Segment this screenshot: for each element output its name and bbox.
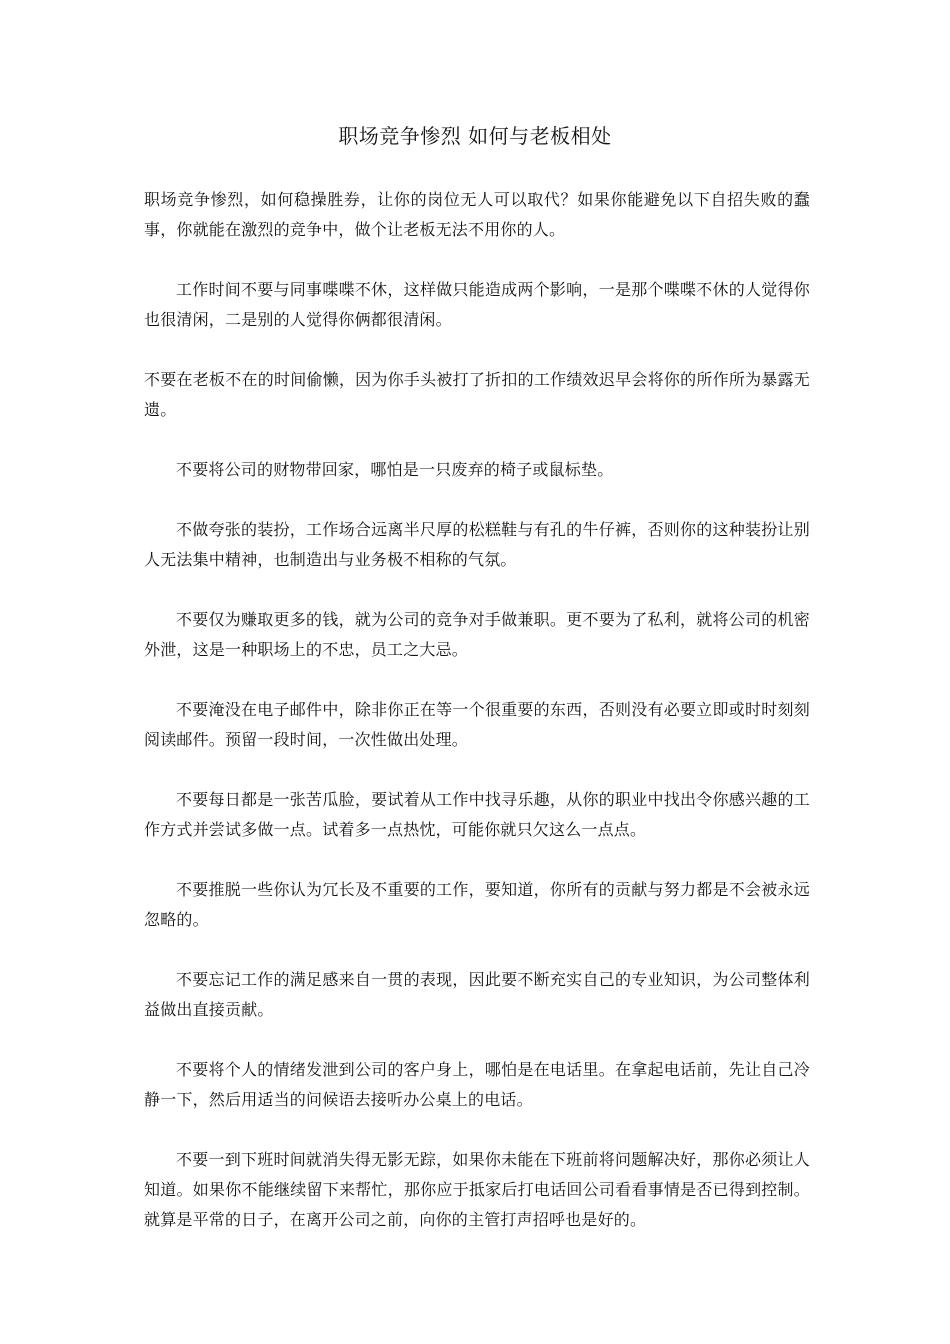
paragraph: 不要将公司的财物带回家，哪怕是一只废弃的椅子或鼠标垫。 xyxy=(176,460,614,479)
paragraph: 工作时间不要与同事喋喋不休，这样做只能造成两个影响，一是那个喋喋不休的人觉得你也很清闲，二是别的人觉得你俩都很清闲。 xyxy=(144,280,810,329)
paragraph: 不做夸张的装扮，工作场合远离半尺厚的松糕鞋与有孔的牛仔裤，否则你的这种装扮让别人无法集中精神，也制造出与业务极不相称的气氛。 xyxy=(144,520,810,569)
paragraph: 不要忘记工作的满足感来自一贯的表现，因此要不断充实自己的专业知识，为公司整体利益做出直接贡献。 xyxy=(144,970,810,1019)
paragraph: 不要将个人的情绪发泄到公司的客户身上，哪怕是在电话里。在拿起电话前，先让自己冷静一下，然后用适当的问候语去接听办公桌上的电话。 xyxy=(144,1060,810,1109)
paragraph: 不要仅为赚取更多的钱，就为公司的竞争对手做兼职。更不要为了私利，就将公司的机密外泄，这是一种职场上的不忠，员工之大忌。 xyxy=(144,610,810,659)
document-body xyxy=(144,185,810,1265)
paragraph: 不要推脱一些你认为冗长及不重要的工作，要知道，你所有的贡献与努力都是不会被永远忽略的。 xyxy=(144,880,810,929)
paragraph-intro: 职场竞争惨烈，如何稳操胜券，让你的岗位无人可以取代？如果你能避免以下自招失败的蠢事，你就能在激烈的竞争中，做个让老板无法不用你的人。 xyxy=(144,190,810,239)
paragraph: 不要在老板不在的时间偷懒，因为你手头被打了折扣的工作绩效迟早会将你的所作所为暴露无遗。 xyxy=(144,370,810,419)
document-title: 职场竞争惨烈 如何与老板相处 xyxy=(338,124,612,148)
paragraph: 不要每日都是一张苦瓜脸，要试着从工作中找寻乐趣，从你的职业中找出令你感兴趣的工作方式并尝试多做一点。试着多一点热忱，可能你就只欠这么一点点。 xyxy=(144,790,810,839)
paragraph: 不要淹没在电子邮件中，除非你正在等一个很重要的东西，否则没有必要立即或时时刻刻阅读邮件。预留一段时间，一次性做出处理。 xyxy=(144,700,810,749)
paragraph: 不要一到下班时间就消失得无影无踪，如果你未能在下班前将问题解决好，那你必须让人知道。如果你不能继续留下来帮忙，那你应于抵家后打电话回公司看看事情是否已得到控制。就算是平常的日子，在离开公司之前，向你的主管打声招呼也是好的。 xyxy=(144,1150,810,1229)
